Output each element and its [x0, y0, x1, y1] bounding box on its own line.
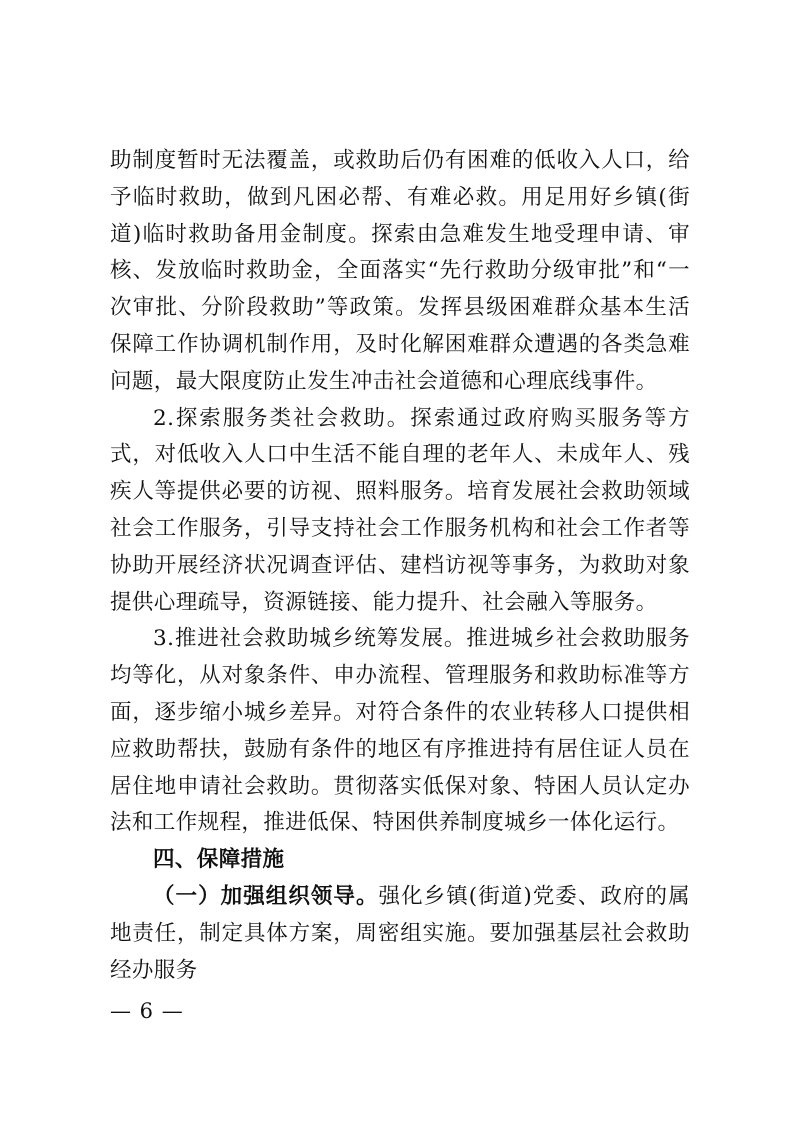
paragraph-continued: 助制度暂时无法覆盖，或救助后仍有困难的低收入人口，给予临时救助，做到凡困必帮、有难必救。用足用好乡镇(街道)临时救助备用金制度。探索由急难发生地受理申请、审核、发放临时救助金，全面落实“先行救助分级审批”和“一次审批、分阶段救助”等政策。发挥县级困难群众基本生活保障工作协调机制作用，及时化解困难群众遭遇的各类急难问题，最大限度防止发生冲击社会道德和心理底线事件。 — [110, 148, 690, 394]
subsection-text: 强化乡镇(街道)党委、政府的属地责任，制定具体方案，周密组实施。要加强基层社会救助经办服务 — [110, 883, 690, 983]
paragraph-item-2: 2.探索服务类社会救助。探索通过政府购买服务等方式，对低收入人口中生活不能自理的老年人、未成年人、残疾人等提供必要的访视、照料服务。培育发展社会救助领域社会工作服务，引导支持社会工作服务机构和社会工作者等协助开展经济状况调查评估、建档访视等事务，为救助对象提供心理疏导，资源链接、能力提升、社会融入等服务。 — [110, 405, 690, 615]
page-number: — 6 — — [110, 999, 184, 1023]
paragraph-item-3: 3.推进社会救助城乡统筹发展。推进城乡社会救助服务均等化，从对象条件、申办流程、管理服务和救助标准等方面，逐步缩小城乡差异。对符合条件的农业转移人口提供相应救助帮扶，鼓励有条件的地区有序推进持有居住证人员在居住地申请社会救助。贯彻落实低保对象、特困人员认定办法和工作规程，推进低保、特困供养制度城乡一体化运行。 — [110, 626, 690, 836]
paragraph-subsection-1 — [110, 879, 690, 989]
subsection-lead: （一）加强组织领导。 — [153, 883, 379, 909]
document-body — [110, 143, 690, 989]
section-heading: 四、保障措施 — [153, 847, 285, 873]
